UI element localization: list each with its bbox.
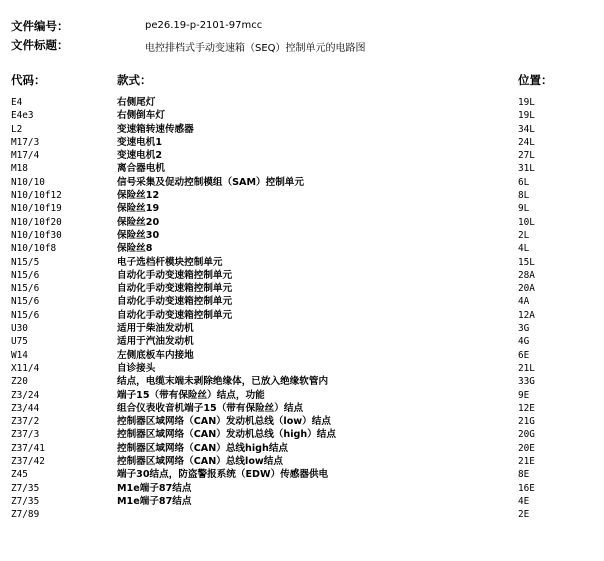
cell-code: N10/10f20 [11,216,62,228]
table-row [0,495,604,508]
cell-code: Z37/3 [11,429,40,441]
cell-desc: 控制器区域网络（CAN）发动机总线（high）结点 [117,429,336,441]
cell-pos: 3G [518,323,530,335]
cell-desc: 结点，电缆末端未剥除绝缘体，已放入绝缘软管内 [117,376,329,388]
cell-desc: 离合器电机 [117,163,165,175]
cell-pos: 4L [518,243,530,255]
cell-desc: 控制器区域网络（CAN）发动机总线（low）结点 [117,416,331,428]
cell-pos: 9L [518,203,530,215]
cell-code: E4 [11,97,23,108]
cell-pos: 21E [518,456,535,468]
table-row [0,282,604,295]
cell-pos: 2L [518,229,530,241]
table-row [0,149,604,162]
table-row [0,362,604,375]
cell-desc: 自动化手动变速箱控制单元 [117,309,233,321]
cell-code: Z7/89 [11,509,40,521]
cell-pos: 33G [518,376,535,388]
table-row [0,176,604,189]
cell-desc: 控制器区域网络（CAN）总线low结点 [117,456,283,468]
cell-code: M18 [11,163,28,175]
cell-pos: 15L [518,256,535,268]
table-row [0,216,604,229]
cell-code: N10/10 [11,176,45,188]
cell-code: Z3/24 [11,389,40,401]
cell-code: U75 [11,336,28,348]
table-row [0,96,604,109]
table-row [0,455,604,468]
cell-code: N10/10f12 [11,190,62,202]
cell-desc: 自诊接头 [117,362,156,374]
table-row [0,123,604,136]
cell-pos: 8E [518,469,530,481]
table-row [0,269,604,282]
table-row [0,442,604,455]
cell-code: N10/10f19 [11,203,62,215]
cell-desc: 变速电机1 [117,136,163,148]
table-row [0,162,604,175]
cell-desc: 信号采集及促动控制模组（SAM）控制单元 [117,176,304,188]
cell-desc: 左侧底板车内接地 [117,349,194,361]
cell-pos: 21L [518,362,535,374]
cell-desc: 自动化手动变速箱控制单元 [117,283,233,295]
cell-desc: 控制器区域网络（CAN）总线high结点 [117,442,289,454]
cell-desc: 端子15（带有保险丝）结点，功能 [117,389,265,401]
cell-desc: 适用于汽油发动机 [117,336,194,348]
doc-title-value: 电控排档式手动变速箱（SEQ）控制单元的电路图 [145,43,366,54]
cell-pos: 2E [518,509,530,521]
cell-pos: 12A [518,309,535,321]
cell-pos: 6L [518,176,530,188]
cell-desc: 自动化手动变速箱控制单元 [117,296,233,308]
column-header-code: 代码： [11,73,46,87]
cell-pos: 24L [518,136,535,148]
table-row [0,375,604,388]
table-row [0,309,604,322]
table-row [0,468,604,481]
column-header-pos: 位置： [518,73,553,87]
cell-pos: 20A [518,283,535,295]
cell-pos: 21G [518,416,535,428]
cell-pos: 4G [518,336,530,348]
cell-code: N15/6 [11,296,40,308]
cell-pos: 20E [518,442,535,454]
table-row [0,322,604,335]
cell-code: M17/3 [11,136,40,148]
cell-pos: 10L [518,216,535,228]
cell-code: L2 [11,123,23,135]
cell-pos: 20G [518,429,535,441]
cell-code: N15/5 [11,256,40,268]
cell-code: X11/4 [11,362,40,374]
cell-code: N15/6 [11,309,40,321]
cell-pos: 9E [518,389,530,401]
cell-pos: 12E [518,402,535,414]
table-row [0,109,604,122]
cell-desc: 右侧倒车灯 [117,110,165,122]
doc-number-value: pe26.19-p-2101-97mcc [145,20,263,31]
cell-code: N10/10f30 [11,229,62,241]
table-row [0,295,604,308]
cell-code: W14 [11,349,28,361]
cell-desc: 保险丝19 [117,203,160,215]
cell-code: Z37/42 [11,456,45,468]
cell-code: N10/10f8 [11,243,57,255]
cell-desc: 端子30结点，防盗警报系统（EDW）传感器供电 [117,469,329,481]
cell-code: Z7/35 [11,482,40,494]
cell-desc: 保险丝20 [117,216,160,228]
table-row [0,508,604,521]
table-row [0,229,604,242]
column-header-desc: 款式： [117,73,152,87]
cell-desc: 组合仪表收音机端子15（带有保险丝）结点 [117,402,304,414]
component-list [0,96,604,522]
cell-code: N15/6 [11,283,40,295]
table-row [0,482,604,495]
cell-code: N15/6 [11,269,40,281]
table-row [0,402,604,415]
cell-desc: 右侧尾灯 [117,97,156,108]
cell-pos: 34L [518,123,535,135]
cell-code: U30 [11,323,28,335]
doc-title-label: 文件标题： [11,38,69,52]
cell-code: Z37/41 [11,442,45,454]
table-row [0,202,604,215]
cell-desc: 保险丝12 [117,190,160,202]
cell-code: Z37/2 [11,416,40,428]
cell-code: Z3/44 [11,402,40,414]
cell-pos: 4E [518,495,530,507]
cell-pos: 19L [518,110,535,122]
cell-code: Z20 [11,376,28,388]
cell-pos: 16E [518,482,535,494]
table-row [0,415,604,428]
cell-code: E4e3 [11,110,34,122]
cell-pos: 8L [518,190,530,202]
cell-desc: 电子选档杆模块控制单元 [117,256,223,268]
cell-pos: 19L [518,97,535,108]
cell-desc: M1e端子87结点 [117,482,192,494]
cell-pos: 6E [518,349,530,361]
cell-desc: 变速箱转速传感器 [117,123,194,135]
table-row [0,242,604,255]
table-row [0,136,604,149]
cell-code: Z45 [11,469,28,481]
table-row [0,256,604,269]
cell-desc: 保险丝8 [117,243,153,255]
table-row [0,428,604,441]
cell-code: M17/4 [11,150,40,162]
cell-desc: 适用于柴油发动机 [117,323,194,335]
cell-desc: 保险丝30 [117,229,160,241]
table-row [0,389,604,402]
cell-pos: 31L [518,163,535,175]
cell-desc: M1e端子87结点 [117,495,192,507]
table-row [0,335,604,348]
cell-pos: 28A [518,269,535,281]
cell-pos: 4A [518,296,530,308]
cell-desc: 自动化手动变速箱控制单元 [117,269,233,281]
cell-pos: 27L [518,150,535,162]
cell-desc: 变速电机2 [117,150,163,162]
doc-number-label: 文件编号： [11,19,69,33]
table-row [0,189,604,202]
table-row [0,349,604,362]
cell-code: Z7/35 [11,495,40,507]
